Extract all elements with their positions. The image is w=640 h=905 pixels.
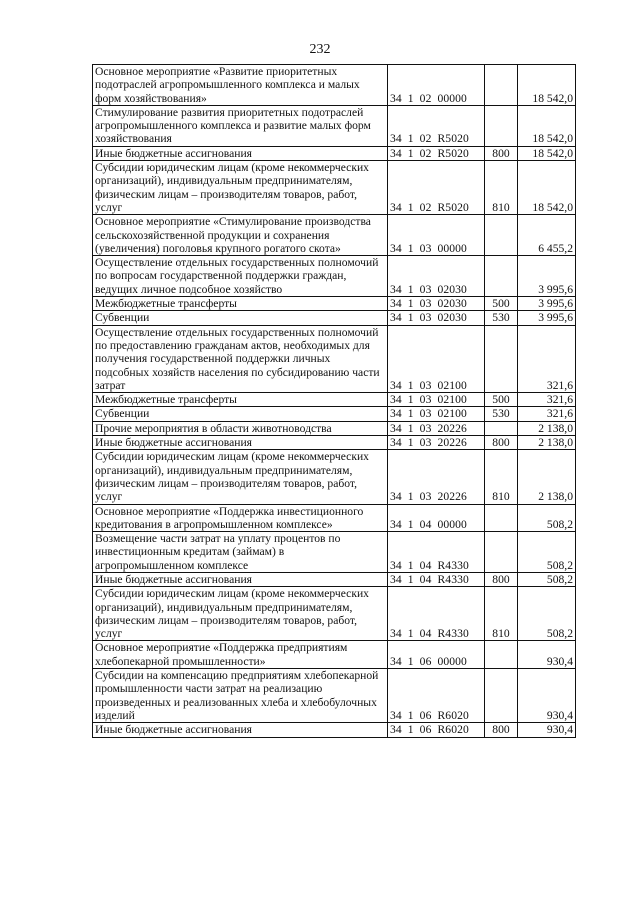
amount-cell: 2 138,0	[518, 421, 576, 435]
row-name-cell: Субвенции	[93, 407, 388, 421]
table-row	[93, 311, 576, 325]
row-name-cell: Возмещение части затрат на уплату процентов по инвестиционным кредитам (займам) в агропромышленном комплексе	[93, 532, 388, 573]
target-article-code-cell: 34 1 06 00000	[388, 641, 485, 669]
table-row	[93, 572, 576, 586]
row-name-cell: Субсидии юридическим лицам (кроме некоммерческих организаций), индивидуальным предпринимателям, физическим лицам – производителям товаров, работ, услуг	[93, 161, 388, 215]
amount-cell: 3 995,6	[518, 256, 576, 297]
amount-cell: 930,4	[518, 669, 576, 723]
expense-type-code-cell: 810	[485, 587, 518, 641]
expense-type-code-cell: 810	[485, 450, 518, 504]
row-name-cell: Основное мероприятие «Поддержка инвестиционного кредитования в агропромышленном комплексе»	[93, 504, 388, 532]
table-row	[93, 65, 576, 106]
amount-cell: 321,6	[518, 393, 576, 407]
amount-cell: 2 138,0	[518, 436, 576, 450]
target-article-code-cell: 34 1 02 00000	[388, 65, 485, 106]
target-article-code-cell: 34 1 03 20226	[388, 421, 485, 435]
amount-cell: 508,2	[518, 572, 576, 586]
budget-table	[92, 64, 576, 738]
row-name-cell: Основное мероприятие «Развитие приоритетных подотраслей агропромышленного комплекса и малых форм хозяйствования»	[93, 65, 388, 106]
table-row	[93, 669, 576, 723]
table-row	[93, 325, 576, 392]
target-article-code-cell: 34 1 04 00000	[388, 504, 485, 532]
table-row	[93, 504, 576, 532]
table-row	[93, 256, 576, 297]
expense-type-code-cell	[485, 532, 518, 573]
target-article-code-cell: 34 1 03 02100	[388, 407, 485, 421]
table-row	[93, 297, 576, 311]
expense-type-code-cell: 800	[485, 436, 518, 450]
table-row	[93, 393, 576, 407]
row-name-cell: Основное мероприятие «Стимулирование производства сельскохозяйственной продукции и сохранения (увеличения) поголовья крупного рогатого скота»	[93, 215, 388, 256]
expense-type-code-cell	[485, 105, 518, 146]
amount-cell: 930,4	[518, 641, 576, 669]
target-article-code-cell: 34 1 03 20226	[388, 436, 485, 450]
expense-type-code-cell	[485, 256, 518, 297]
amount-cell: 3 995,6	[518, 297, 576, 311]
expense-type-code-cell	[485, 669, 518, 723]
row-name-cell: Иные бюджетные ассигнования	[93, 572, 388, 586]
amount-cell: 508,2	[518, 532, 576, 573]
target-article-code-cell: 34 1 02 R5020	[388, 105, 485, 146]
table-row	[93, 161, 576, 215]
amount-cell: 508,2	[518, 587, 576, 641]
table-row	[93, 105, 576, 146]
amount-cell: 508,2	[518, 504, 576, 532]
amount-cell: 3 995,6	[518, 311, 576, 325]
table-row	[93, 146, 576, 160]
amount-cell: 321,6	[518, 325, 576, 392]
table-row	[93, 215, 576, 256]
expense-type-code-cell: 530	[485, 407, 518, 421]
row-name-cell: Прочие мероприятия в области животноводства	[93, 421, 388, 435]
row-name-cell: Осуществление отдельных государственных полномочий по вопросам государственной поддержки граждан, ведущих личное подсобное хозяйство	[93, 256, 388, 297]
expense-type-code-cell	[485, 65, 518, 106]
target-article-code-cell: 34 1 03 02030	[388, 297, 485, 311]
expense-type-code-cell: 800	[485, 146, 518, 160]
amount-cell: 2 138,0	[518, 450, 576, 504]
table-row	[93, 587, 576, 641]
row-name-cell: Субсидии на компенсацию предприятиям хлебопекарной промышленности части затрат на реализацию произведенных и реализованных хлеба и хлебобулочных изделий	[93, 669, 388, 723]
expense-type-code-cell: 810	[485, 161, 518, 215]
table-row	[93, 641, 576, 669]
row-name-cell: Иные бюджетные ассигнования	[93, 146, 388, 160]
target-article-code-cell: 34 1 02 R5020	[388, 161, 485, 215]
target-article-code-cell: 34 1 03 00000	[388, 215, 485, 256]
amount-cell: 18 542,0	[518, 161, 576, 215]
table-row	[93, 532, 576, 573]
target-article-code-cell: 34 1 03 02030	[388, 256, 485, 297]
target-article-code-cell: 34 1 06 R6020	[388, 669, 485, 723]
row-name-cell: Стимулирование развития приоритетных подотраслей агропромышленного комплекса и развитие малых форм хозяйствования	[93, 105, 388, 146]
page-number: 232	[309, 42, 331, 57]
table-row	[93, 421, 576, 435]
expense-type-code-cell	[485, 215, 518, 256]
amount-cell: 18 542,0	[518, 65, 576, 106]
expense-type-code-cell: 530	[485, 311, 518, 325]
target-article-code-cell: 34 1 04 R4330	[388, 572, 485, 586]
row-name-cell: Основное мероприятие «Поддержка предприятиям хлебопекарной промышленности»	[93, 641, 388, 669]
target-article-code-cell: 34 1 06 R6020	[388, 723, 485, 737]
row-name-cell: Субсидии юридическим лицам (кроме некоммерческих организаций), индивидуальным предпринимателям, физическим лицам – производителям товаров, работ, услуг	[93, 587, 388, 641]
amount-cell: 930,4	[518, 723, 576, 737]
target-article-code-cell: 34 1 04 R4330	[388, 587, 485, 641]
target-article-code-cell: 34 1 03 20226	[388, 450, 485, 504]
expense-type-code-cell	[485, 641, 518, 669]
target-article-code-cell: 34 1 02 R5020	[388, 146, 485, 160]
expense-type-code-cell: 800	[485, 723, 518, 737]
expense-type-code-cell: 500	[485, 393, 518, 407]
target-article-code-cell: 34 1 03 02100	[388, 325, 485, 392]
target-article-code-cell: 34 1 04 R4330	[388, 532, 485, 573]
row-name-cell: Субвенции	[93, 311, 388, 325]
expense-type-code-cell: 800	[485, 572, 518, 586]
table-row	[93, 436, 576, 450]
amount-cell: 321,6	[518, 407, 576, 421]
row-name-cell: Межбюджетные трансферты	[93, 393, 388, 407]
expense-type-code-cell: 500	[485, 297, 518, 311]
row-name-cell: Иные бюджетные ассигнования	[93, 436, 388, 450]
row-name-cell: Осуществление отдельных государственных полномочий по предоставлению гражданам актов, необходимых для получения государственной поддержки личных подсобных хозяйств населения по субсидированию части затрат	[93, 325, 388, 392]
row-name-cell: Субсидии юридическим лицам (кроме некоммерческих организаций), индивидуальным предпринимателям, физическим лицам – производителям товаров, работ, услуг	[93, 450, 388, 504]
table-row	[93, 723, 576, 737]
row-name-cell: Межбюджетные трансферты	[93, 297, 388, 311]
target-article-code-cell: 34 1 03 02030	[388, 311, 485, 325]
amount-cell: 6 455,2	[518, 215, 576, 256]
amount-cell: 18 542,0	[518, 105, 576, 146]
row-name-cell: Иные бюджетные ассигнования	[93, 723, 388, 737]
expense-type-code-cell	[485, 325, 518, 392]
expense-type-code-cell	[485, 504, 518, 532]
target-article-code-cell: 34 1 03 02100	[388, 393, 485, 407]
expense-type-code-cell	[485, 421, 518, 435]
amount-cell: 18 542,0	[518, 146, 576, 160]
table-row	[93, 407, 576, 421]
table-row	[93, 450, 576, 504]
